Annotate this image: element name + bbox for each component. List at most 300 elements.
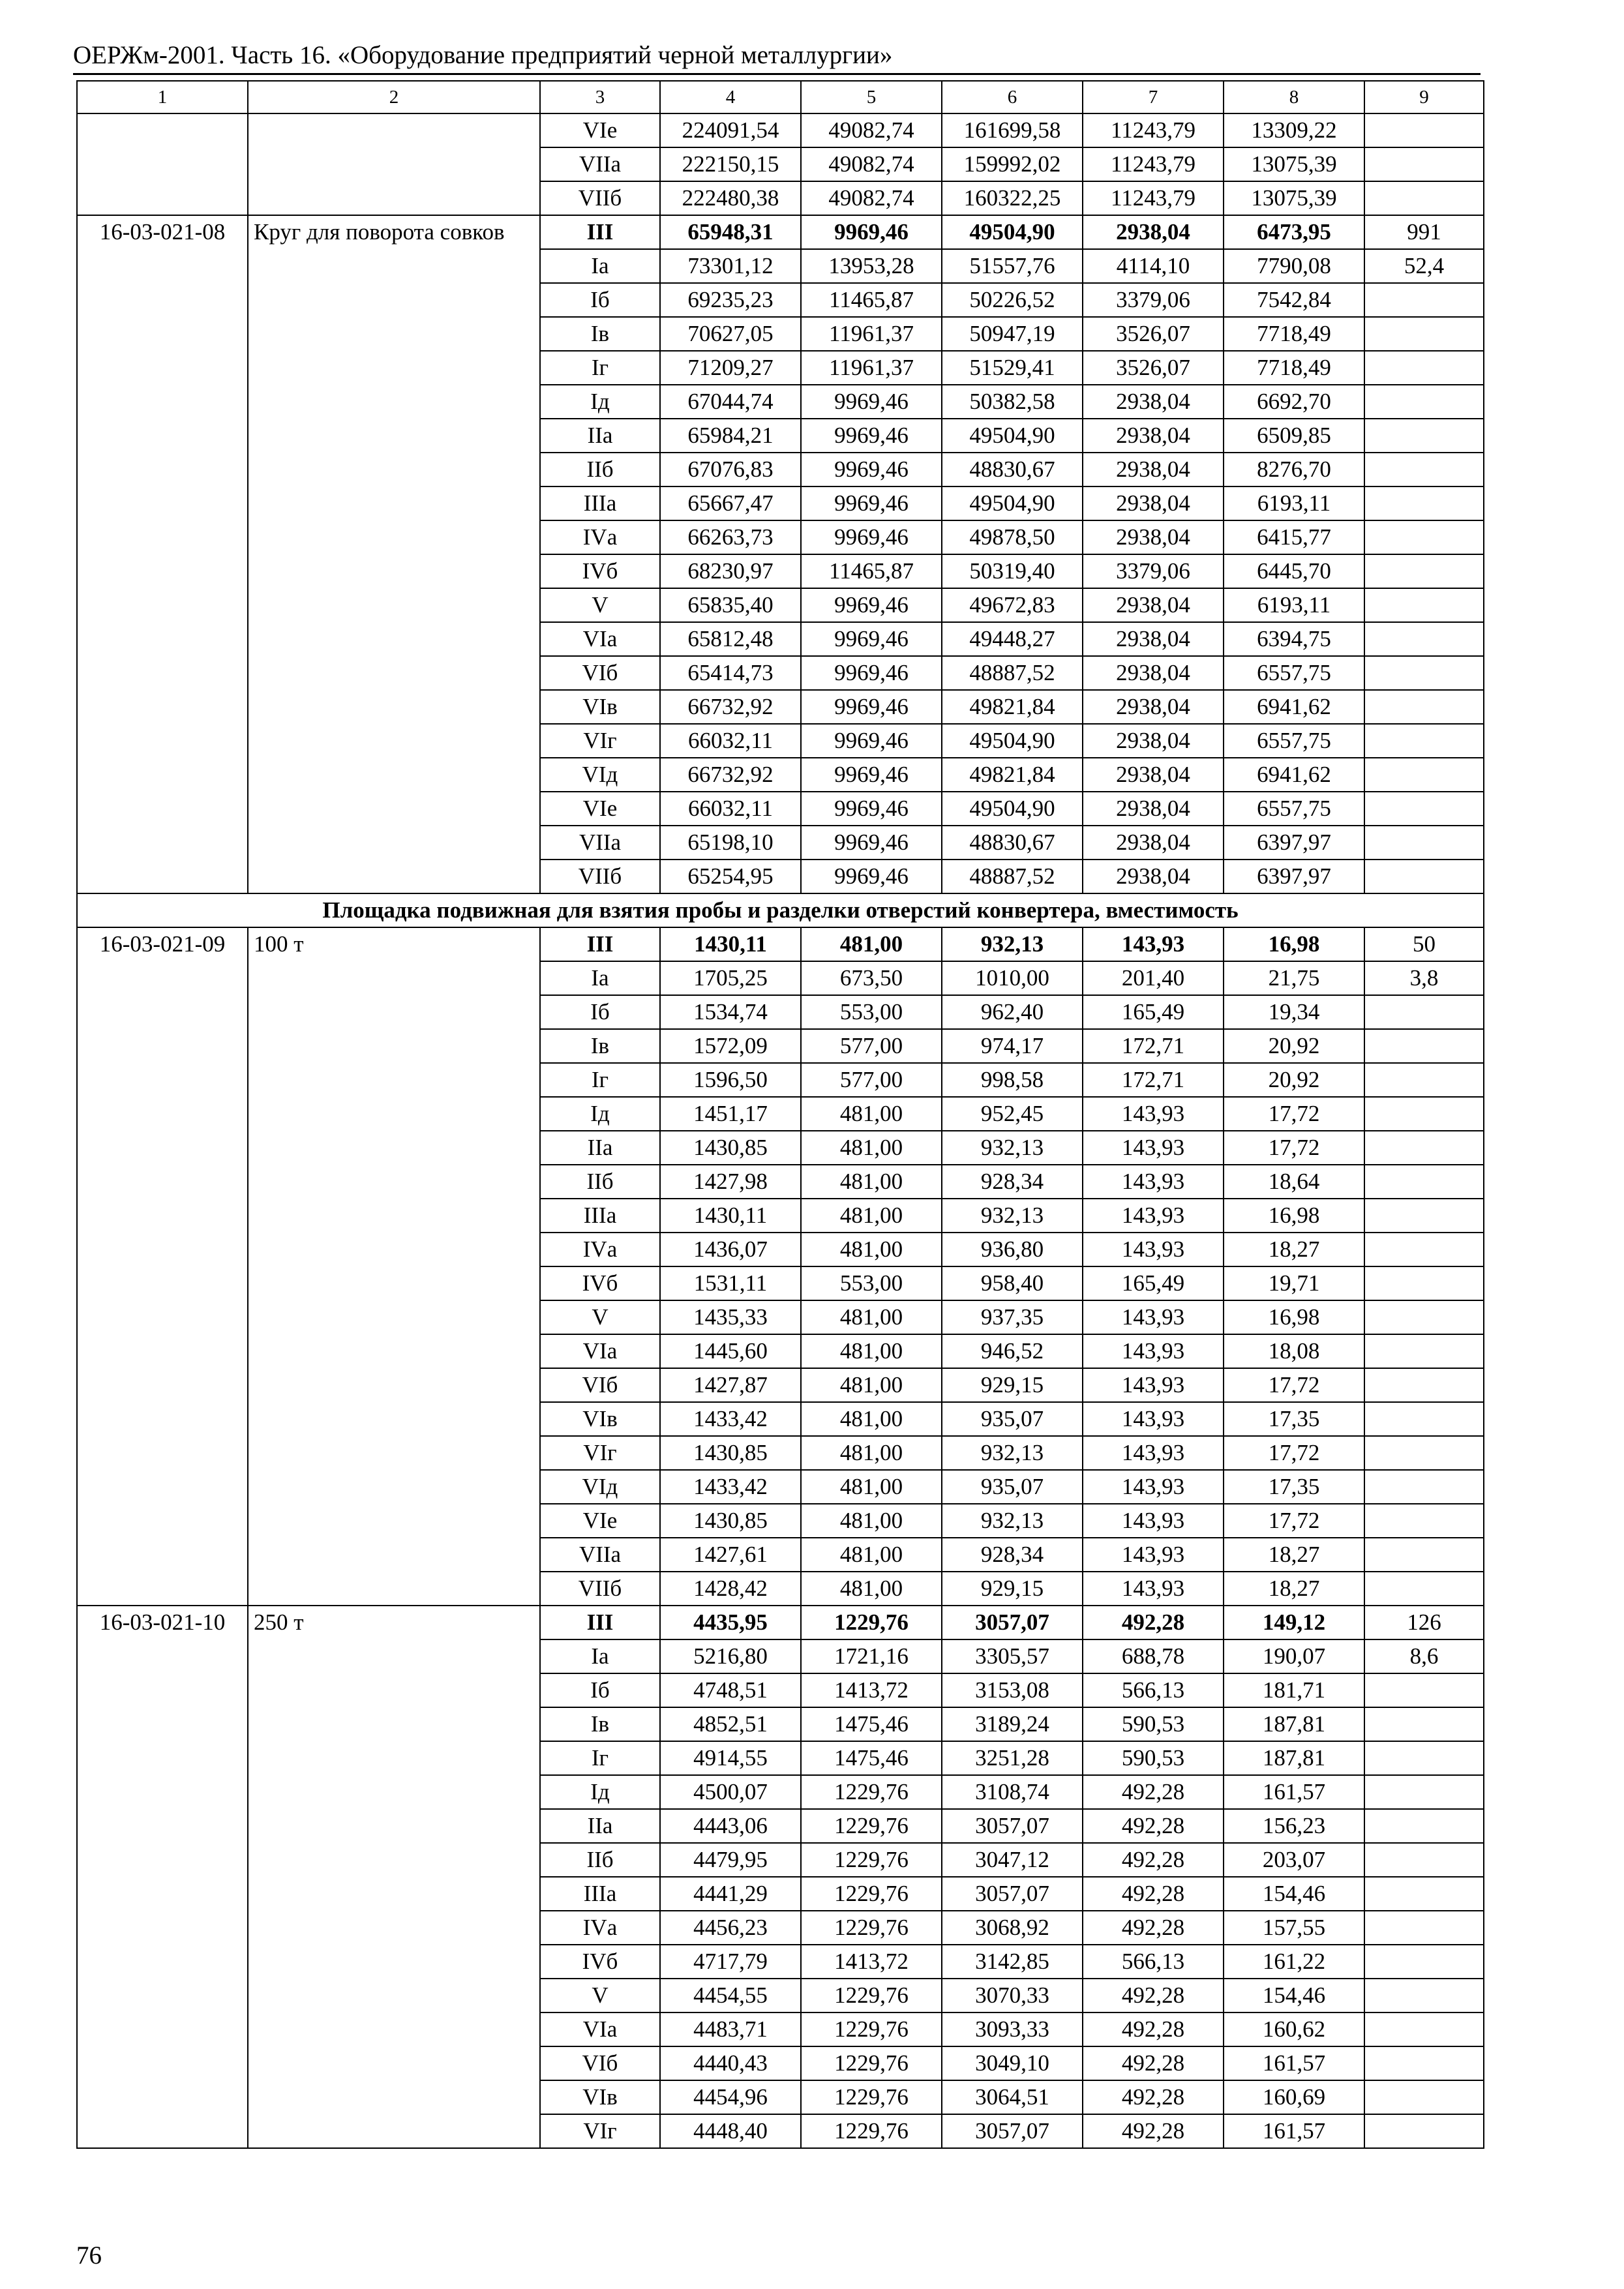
cost-value: 492,28 xyxy=(1083,2046,1224,2080)
column-number-row xyxy=(77,81,1484,113)
cost-value: 18,08 xyxy=(1224,1334,1364,1368)
cost-value: 2938,04 xyxy=(1083,656,1224,690)
cost-value: 935,07 xyxy=(942,1402,1083,1436)
cost-value: 590,53 xyxy=(1083,1741,1224,1775)
cost-value: 481,00 xyxy=(801,1470,942,1504)
extra-value xyxy=(1364,860,1484,893)
extra-value xyxy=(1364,588,1484,622)
extra-value xyxy=(1364,1538,1484,1572)
zone-code: VIIа xyxy=(540,1538,660,1572)
zone-code: IVа xyxy=(540,520,660,554)
zone-code: VIг xyxy=(540,1436,660,1470)
cost-value: 929,15 xyxy=(942,1368,1083,1402)
cost-value: 4852,51 xyxy=(660,1707,801,1741)
cost-value: 1430,85 xyxy=(660,1436,801,1470)
cost-value: 3142,85 xyxy=(942,1945,1083,1979)
cost-value: 3108,74 xyxy=(942,1775,1083,1809)
extra-value xyxy=(1364,2046,1484,2080)
cost-value: 187,81 xyxy=(1224,1707,1364,1741)
cost-value: 1229,76 xyxy=(801,1979,942,2012)
zone-code: Iв xyxy=(540,1707,660,1741)
extra-value xyxy=(1364,453,1484,486)
cost-value: 21,75 xyxy=(1224,961,1364,995)
cost-value: 66732,92 xyxy=(660,758,801,792)
cost-value: 577,00 xyxy=(801,1029,942,1063)
cost-value: 156,23 xyxy=(1224,1809,1364,1843)
cost-value: 492,28 xyxy=(1083,1809,1224,1843)
cost-value: 9969,46 xyxy=(801,453,942,486)
cost-value: 958,40 xyxy=(942,1266,1083,1300)
cost-value: 65948,31 xyxy=(660,215,801,249)
cost-value: 9969,46 xyxy=(801,588,942,622)
cost-value: 1430,11 xyxy=(660,1199,801,1233)
zone-code: IIIа xyxy=(540,1199,660,1233)
cost-value: 65812,48 xyxy=(660,622,801,656)
cost-value: 952,45 xyxy=(942,1097,1083,1131)
cost-value: 4441,29 xyxy=(660,1877,801,1911)
zone-code: IIIа xyxy=(540,1877,660,1911)
cost-value: 17,35 xyxy=(1224,1402,1364,1436)
cost-value: 1430,11 xyxy=(660,927,801,961)
extra-value: 126 xyxy=(1364,1606,1484,1639)
cost-value: 13075,39 xyxy=(1224,147,1364,181)
table-row xyxy=(77,113,1484,147)
cost-value: 492,28 xyxy=(1083,2080,1224,2114)
cost-value: 1705,25 xyxy=(660,961,801,995)
zone-code: VIб xyxy=(540,656,660,690)
cost-value: 4448,40 xyxy=(660,2114,801,2148)
extra-value xyxy=(1364,1063,1484,1097)
cost-value: 69235,23 xyxy=(660,283,801,317)
extra-value xyxy=(1364,351,1484,385)
cost-value: 6473,95 xyxy=(1224,215,1364,249)
column-number: 3 xyxy=(540,81,660,113)
cost-value: 65198,10 xyxy=(660,826,801,860)
cost-value: 66032,11 xyxy=(660,792,801,826)
cost-value: 4454,96 xyxy=(660,2080,801,2114)
zone-code: Iд xyxy=(540,1097,660,1131)
cost-value: 1531,11 xyxy=(660,1266,801,1300)
cost-value: 1229,76 xyxy=(801,2080,942,2114)
cost-value: 49672,83 xyxy=(942,588,1083,622)
extra-value xyxy=(1364,1741,1484,1775)
cost-value: 928,34 xyxy=(942,1538,1083,1572)
cost-value: 481,00 xyxy=(801,1300,942,1334)
cost-value: 16,98 xyxy=(1224,1300,1364,1334)
zone-code: V xyxy=(540,588,660,622)
cost-value: 3057,07 xyxy=(942,1809,1083,1843)
zone-code: IVб xyxy=(540,1266,660,1300)
zone-code: V xyxy=(540,1300,660,1334)
cost-value: 9969,46 xyxy=(801,792,942,826)
zone-code: VIв xyxy=(540,1402,660,1436)
cost-value: 553,00 xyxy=(801,995,942,1029)
zone-code: III xyxy=(540,215,660,249)
cost-value: 143,93 xyxy=(1083,1470,1224,1504)
cost-value: 65254,95 xyxy=(660,860,801,893)
cost-value: 1229,76 xyxy=(801,2046,942,2080)
cost-value: 2938,04 xyxy=(1083,724,1224,758)
zone-code: VIа xyxy=(540,1334,660,1368)
extra-value xyxy=(1364,1165,1484,1199)
cost-value: 3153,08 xyxy=(942,1673,1083,1707)
cost-value: 3068,92 xyxy=(942,1911,1083,1945)
cost-value: 962,40 xyxy=(942,995,1083,1029)
cost-value: 203,07 xyxy=(1224,1843,1364,1877)
cost-value: 160,69 xyxy=(1224,2080,1364,2114)
cost-value: 937,35 xyxy=(942,1300,1083,1334)
extra-value: 991 xyxy=(1364,215,1484,249)
cost-value: 688,78 xyxy=(1083,1639,1224,1673)
cost-value: 492,28 xyxy=(1083,1877,1224,1911)
cost-value: 66732,92 xyxy=(660,690,801,724)
zone-code: VIе xyxy=(540,113,660,147)
rate-name: 100 т xyxy=(248,927,540,1606)
column-number: 6 xyxy=(942,81,1083,113)
zone-code: Iб xyxy=(540,995,660,1029)
zone-code: Iа xyxy=(540,1639,660,1673)
cost-value: 553,00 xyxy=(801,1266,942,1300)
cost-value: 222150,15 xyxy=(660,147,801,181)
cost-value: 161,22 xyxy=(1224,1945,1364,1979)
cost-value: 1229,76 xyxy=(801,1877,942,1911)
cost-value: 18,27 xyxy=(1224,1572,1364,1606)
column-number: 5 xyxy=(801,81,942,113)
zone-code: Iв xyxy=(540,1029,660,1063)
zone-code: VIIа xyxy=(540,826,660,860)
cost-value: 4114,10 xyxy=(1083,249,1224,283)
cost-value: 1229,76 xyxy=(801,1843,942,1877)
cost-value: 1721,16 xyxy=(801,1639,942,1673)
cost-value: 49504,90 xyxy=(942,486,1083,520)
cost-value: 9969,46 xyxy=(801,656,942,690)
cost-value: 6193,11 xyxy=(1224,588,1364,622)
cost-value: 181,71 xyxy=(1224,1673,1364,1707)
extra-value xyxy=(1364,724,1484,758)
cost-value: 9969,46 xyxy=(801,520,942,554)
cost-value: 2938,04 xyxy=(1083,826,1224,860)
cost-value: 1435,33 xyxy=(660,1300,801,1334)
cost-value: 1427,61 xyxy=(660,1538,801,1572)
extra-value xyxy=(1364,1436,1484,1470)
zone-code: IIб xyxy=(540,453,660,486)
zone-code: IIа xyxy=(540,1131,660,1165)
cost-value: 481,00 xyxy=(801,1097,942,1131)
extra-value xyxy=(1364,1097,1484,1131)
cost-value: 1229,76 xyxy=(801,1606,942,1639)
zone-code: Iг xyxy=(540,1741,660,1775)
cost-value: 566,13 xyxy=(1083,1673,1224,1707)
cost-value: 3251,28 xyxy=(942,1741,1083,1775)
cost-value: 48830,67 xyxy=(942,453,1083,486)
cost-value: 143,93 xyxy=(1083,1368,1224,1402)
extra-value xyxy=(1364,1334,1484,1368)
cost-value: 17,72 xyxy=(1224,1097,1364,1131)
cost-value: 1433,42 xyxy=(660,1470,801,1504)
cost-value: 492,28 xyxy=(1083,1775,1224,1809)
zone-code: IVа xyxy=(540,1911,660,1945)
cost-value: 1428,42 xyxy=(660,1572,801,1606)
cost-value: 7542,84 xyxy=(1224,283,1364,317)
cost-value: 48830,67 xyxy=(942,826,1083,860)
cost-value: 492,28 xyxy=(1083,1979,1224,2012)
zone-code: Iг xyxy=(540,351,660,385)
zone-code: VIIб xyxy=(540,181,660,215)
cost-value: 1451,17 xyxy=(660,1097,801,1131)
cost-value: 161,57 xyxy=(1224,2114,1364,2148)
zone-code: III xyxy=(540,1606,660,1639)
cost-value: 11465,87 xyxy=(801,554,942,588)
cost-value: 9969,46 xyxy=(801,724,942,758)
table-row xyxy=(77,927,1484,961)
cost-value: 143,93 xyxy=(1083,927,1224,961)
extra-value xyxy=(1364,1199,1484,1233)
cost-value: 492,28 xyxy=(1083,1843,1224,1877)
cost-value: 149,12 xyxy=(1224,1606,1364,1639)
cost-value: 70627,05 xyxy=(660,317,801,351)
extra-value: 8,6 xyxy=(1364,1639,1484,1673)
cost-value: 974,17 xyxy=(942,1029,1083,1063)
cost-value: 3057,07 xyxy=(942,1606,1083,1639)
cost-value: 4748,51 xyxy=(660,1673,801,1707)
cost-value: 143,93 xyxy=(1083,1097,1224,1131)
header-rule xyxy=(73,73,1481,75)
cost-value: 73301,12 xyxy=(660,249,801,283)
zone-code: IIIа xyxy=(540,486,660,520)
cost-value: 49821,84 xyxy=(942,758,1083,792)
extra-value: 52,4 xyxy=(1364,249,1484,283)
cost-value: 65984,21 xyxy=(660,419,801,453)
cost-value: 2938,04 xyxy=(1083,419,1224,453)
cost-value: 68230,97 xyxy=(660,554,801,588)
cost-value: 3379,06 xyxy=(1083,283,1224,317)
cost-value: 49821,84 xyxy=(942,690,1083,724)
cost-value: 1596,50 xyxy=(660,1063,801,1097)
cost-value: 1229,76 xyxy=(801,2114,942,2148)
cost-value: 6941,62 xyxy=(1224,758,1364,792)
extra-value xyxy=(1364,656,1484,690)
cost-value: 481,00 xyxy=(801,1504,942,1538)
zone-code: VIа xyxy=(540,622,660,656)
zone-code: Iб xyxy=(540,1673,660,1707)
zone-code: III xyxy=(540,927,660,961)
cost-value: 481,00 xyxy=(801,1199,942,1233)
extra-value xyxy=(1364,520,1484,554)
rates-table-body xyxy=(77,81,1484,2148)
cost-value: 481,00 xyxy=(801,1572,942,1606)
cost-value: 7718,49 xyxy=(1224,351,1364,385)
extra-value: 3,8 xyxy=(1364,961,1484,995)
cost-value: 6509,85 xyxy=(1224,419,1364,453)
cost-value: 143,93 xyxy=(1083,1538,1224,1572)
cost-value: 2938,04 xyxy=(1083,385,1224,419)
cost-value: 159992,02 xyxy=(942,147,1083,181)
cost-value: 4483,71 xyxy=(660,2012,801,2046)
cost-value: 6415,77 xyxy=(1224,520,1364,554)
zone-code: VIб xyxy=(540,1368,660,1402)
zone-code: IVб xyxy=(540,1945,660,1979)
extra-value xyxy=(1364,283,1484,317)
cost-value: 492,28 xyxy=(1083,2114,1224,2148)
cost-value: 143,93 xyxy=(1083,1504,1224,1538)
cost-value: 50319,40 xyxy=(942,554,1083,588)
extra-value xyxy=(1364,1131,1484,1165)
cost-value: 49878,50 xyxy=(942,520,1083,554)
zone-code: VIа xyxy=(540,2012,660,2046)
cost-value: 1229,76 xyxy=(801,1809,942,1843)
cost-value: 936,80 xyxy=(942,1233,1083,1266)
cost-value: 998,58 xyxy=(942,1063,1083,1097)
cost-value: 154,46 xyxy=(1224,1877,1364,1911)
cost-value: 1427,87 xyxy=(660,1368,801,1402)
extra-value xyxy=(1364,1504,1484,1538)
cost-value: 13953,28 xyxy=(801,249,942,283)
cost-value: 9969,46 xyxy=(801,826,942,860)
cost-value: 932,13 xyxy=(942,1199,1083,1233)
cost-value: 481,00 xyxy=(801,1402,942,1436)
zone-code: Iа xyxy=(540,249,660,283)
cost-value: 928,34 xyxy=(942,1165,1083,1199)
zone-code: IIа xyxy=(540,419,660,453)
extra-value xyxy=(1364,2012,1484,2046)
table-row xyxy=(77,1606,1484,1639)
zone-code: VIб xyxy=(540,2046,660,2080)
rate-code xyxy=(77,113,248,215)
extra-value xyxy=(1364,486,1484,520)
cost-value: 66032,11 xyxy=(660,724,801,758)
cost-value: 2938,04 xyxy=(1083,520,1224,554)
cost-value: 6397,97 xyxy=(1224,860,1364,893)
cost-value: 6445,70 xyxy=(1224,554,1364,588)
cost-value: 161,57 xyxy=(1224,2046,1364,2080)
cost-value: 2938,04 xyxy=(1083,758,1224,792)
extra-value xyxy=(1364,1368,1484,1402)
cost-value: 932,13 xyxy=(942,1504,1083,1538)
extra-value xyxy=(1364,147,1484,181)
cost-value: 13075,39 xyxy=(1224,181,1364,215)
cost-value: 2938,04 xyxy=(1083,622,1224,656)
cost-value: 492,28 xyxy=(1083,1911,1224,1945)
cost-value: 1445,60 xyxy=(660,1334,801,1368)
cost-value: 481,00 xyxy=(801,1233,942,1266)
extra-value xyxy=(1364,2114,1484,2148)
cost-value: 143,93 xyxy=(1083,1402,1224,1436)
cost-value: 157,55 xyxy=(1224,1911,1364,1945)
cost-value: 50947,19 xyxy=(942,317,1083,351)
cost-value: 165,49 xyxy=(1083,995,1224,1029)
cost-value: 160322,25 xyxy=(942,181,1083,215)
cost-value: 160,62 xyxy=(1224,2012,1364,2046)
cost-value: 6557,75 xyxy=(1224,656,1364,690)
extra-value xyxy=(1364,1233,1484,1266)
cost-value: 222480,38 xyxy=(660,181,801,215)
cost-value: 9969,46 xyxy=(801,215,942,249)
cost-value: 492,28 xyxy=(1083,2012,1224,2046)
cost-value: 17,35 xyxy=(1224,1470,1364,1504)
rate-code: 16-03-021-08 xyxy=(77,215,248,893)
zone-code: IIб xyxy=(540,1843,660,1877)
cost-value: 49082,74 xyxy=(801,147,942,181)
cost-value: 590,53 xyxy=(1083,1707,1224,1741)
cost-value: 3047,12 xyxy=(942,1843,1083,1877)
cost-value: 1430,85 xyxy=(660,1131,801,1165)
cost-value: 11243,79 xyxy=(1083,181,1224,215)
cost-value: 16,98 xyxy=(1224,1199,1364,1233)
cost-value: 4914,55 xyxy=(660,1741,801,1775)
cost-value: 11243,79 xyxy=(1083,147,1224,181)
extra-value xyxy=(1364,1877,1484,1911)
rate-name xyxy=(248,113,540,215)
extra-value xyxy=(1364,1266,1484,1300)
cost-value: 50382,58 xyxy=(942,385,1083,419)
zone-code: IIа xyxy=(540,1809,660,1843)
zone-code: VIв xyxy=(540,2080,660,2114)
cost-value: 2938,04 xyxy=(1083,453,1224,486)
extra-value xyxy=(1364,1029,1484,1063)
zone-code: IIб xyxy=(540,1165,660,1199)
zone-code: VIв xyxy=(540,690,660,724)
cost-value: 50226,52 xyxy=(942,283,1083,317)
cost-value: 4443,06 xyxy=(660,1809,801,1843)
cost-value: 3526,07 xyxy=(1083,351,1224,385)
cost-value: 8276,70 xyxy=(1224,453,1364,486)
cost-value: 3057,07 xyxy=(942,1877,1083,1911)
rate-code: 16-03-021-09 xyxy=(77,927,248,1606)
cost-value: 1572,09 xyxy=(660,1029,801,1063)
rate-code: 16-03-021-10 xyxy=(77,1606,248,2148)
running-header: ОЕРЖм-2001. Часть 16. «Оборудование предприятий черной металлургии» xyxy=(73,41,893,69)
extra-value xyxy=(1364,385,1484,419)
cost-value: 143,93 xyxy=(1083,1300,1224,1334)
cost-value: 492,28 xyxy=(1083,1606,1224,1639)
cost-value: 51529,41 xyxy=(942,351,1083,385)
cost-value: 11961,37 xyxy=(801,317,942,351)
cost-value: 1229,76 xyxy=(801,1911,942,1945)
extra-value xyxy=(1364,181,1484,215)
extra-value xyxy=(1364,1775,1484,1809)
cost-value: 17,72 xyxy=(1224,1436,1364,1470)
cost-value: 3305,57 xyxy=(942,1639,1083,1673)
cost-value: 18,27 xyxy=(1224,1538,1364,1572)
zone-code: V xyxy=(540,1979,660,2012)
cost-value: 946,52 xyxy=(942,1334,1083,1368)
cost-value: 1229,76 xyxy=(801,2012,942,2046)
cost-value: 3049,10 xyxy=(942,2046,1083,2080)
cost-value: 3070,33 xyxy=(942,1979,1083,2012)
cost-value: 11961,37 xyxy=(801,351,942,385)
cost-value: 2938,04 xyxy=(1083,792,1224,826)
cost-value: 48887,52 xyxy=(942,656,1083,690)
extra-value xyxy=(1364,1572,1484,1606)
zone-code: VIIа xyxy=(540,147,660,181)
rates-table xyxy=(76,80,1484,2149)
zone-code: VIIб xyxy=(540,1572,660,1606)
extra-value xyxy=(1364,1979,1484,2012)
cost-value: 4435,95 xyxy=(660,1606,801,1639)
rate-name: Круг для поворота совков xyxy=(248,215,540,893)
cost-value: 143,93 xyxy=(1083,1165,1224,1199)
cost-value: 17,72 xyxy=(1224,1368,1364,1402)
cost-value: 143,93 xyxy=(1083,1436,1224,1470)
cost-value: 1413,72 xyxy=(801,1945,942,1979)
cost-value: 187,81 xyxy=(1224,1741,1364,1775)
cost-value: 11465,87 xyxy=(801,283,942,317)
zone-code: Iб xyxy=(540,283,660,317)
cost-value: 172,71 xyxy=(1083,1029,1224,1063)
cost-value: 49504,90 xyxy=(942,724,1083,758)
cost-value: 932,13 xyxy=(942,1131,1083,1165)
cost-value: 577,00 xyxy=(801,1063,942,1097)
